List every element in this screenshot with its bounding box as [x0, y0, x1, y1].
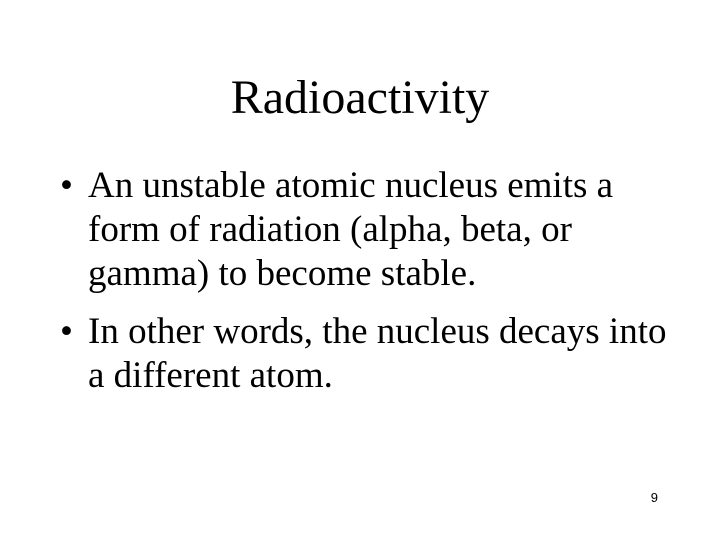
page-number: 9	[650, 490, 658, 505]
bullet-marker: •	[60, 165, 73, 206]
bullet-text: An unstable atomic nucleus emits a form of radiation (alpha, beta, or gamma) to become stable.	[88, 165, 614, 294]
bullet-list	[60, 164, 680, 412]
slide-title: Radioactivity	[230, 71, 490, 124]
bullet-item	[60, 310, 680, 398]
bullet-text: In other words, the nucleus decays into a different atom.	[88, 311, 667, 396]
bullet-marker: •	[60, 311, 73, 352]
bullet-item	[60, 164, 680, 296]
